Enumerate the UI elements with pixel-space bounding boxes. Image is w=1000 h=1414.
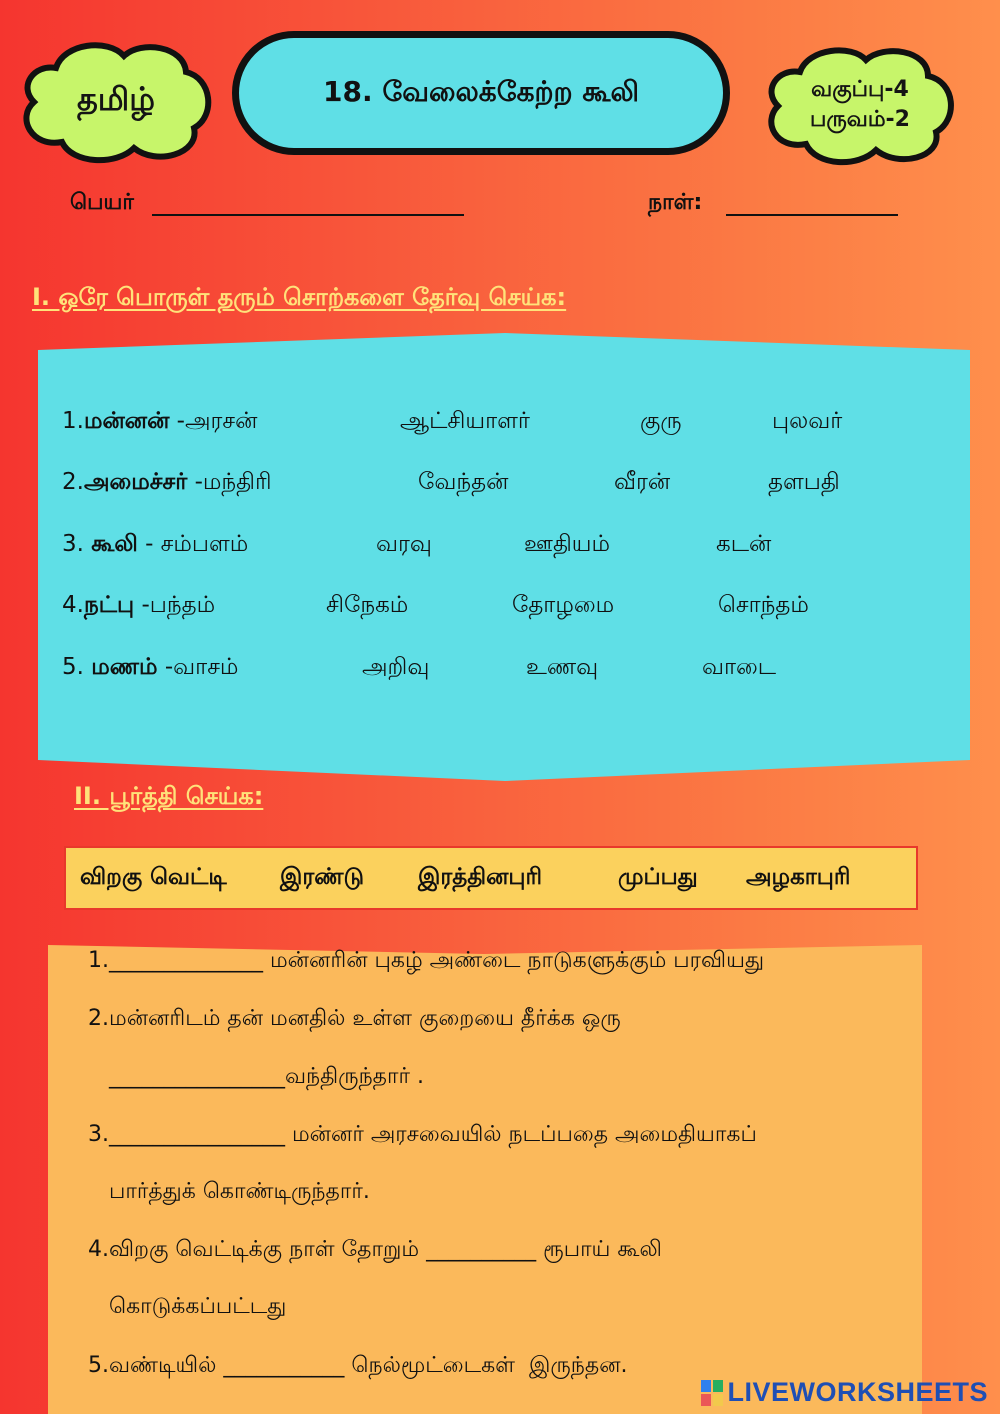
question-number: 3. [62,531,92,557]
option[interactable]: சிநேகம் [326,592,409,618]
section2-heading: II. பூர்த்தி செய்க: [74,782,264,810]
section1-heading: I. ஒரே பொருள் தரும் சொற்களை தேர்வு செய்க: [32,283,567,311]
option[interactable]: கடன் [716,531,772,557]
question-word: கூலி [91,531,138,557]
term-text: பருவம்-2 [810,107,910,132]
question-number: 5. [62,654,92,680]
liveworksheets-brand[interactable] [701,1377,988,1408]
name-label: பெயர் [70,190,134,215]
date-label: நாள்: [648,190,703,215]
liveworksheets-logo-icon [701,1380,723,1406]
word-bank-item[interactable]: அழகாபுரி [746,864,851,890]
fill-question-line: 2.மன்னரிடம் தன் மனதில் உள்ள குறையை தீர்க்க ஒரு [88,1006,621,1031]
brand-name: LIVEWORKSHEETS [727,1377,988,1407]
grade-text: வகுப்பு-4 [811,77,909,102]
option[interactable]: ஆட்சியாளர் [400,408,530,434]
option[interactable]: அறிவு [362,654,430,680]
fill-question-line[interactable]: 3.________________ மன்னர் அரசவையில் நடப்பதை அமைதியாகப் [88,1122,757,1147]
option[interactable]: சொந்தம் [718,592,809,618]
fill-question-line[interactable]: 1.______________ மன்னரின் புகழ் அண்டை நாடுகளுக்கும் பரவியது [88,948,765,973]
fill-question-line: கொடுக்கப்பட்டது [88,1294,287,1319]
question-number: 2. [62,469,84,495]
option[interactable]: வாடை [702,654,777,680]
option[interactable]: தோழமை [512,592,615,618]
question-number: 4. [62,592,84,618]
option[interactable]: உணவு [526,654,599,680]
word-bank-item[interactable]: முப்பது [618,864,698,890]
option[interactable]: ஊதியம் [524,531,611,557]
fill-question-line[interactable]: ________________வந்திருந்தார் . [88,1064,424,1089]
fill-question-line[interactable]: 5.வண்டியில் ___________ நெல்மூட்டைகள் இருந்தன. [88,1353,628,1378]
word-bank-item[interactable]: இரண்டு [280,864,365,890]
option[interactable]: குரு [640,408,682,434]
question-word: மன்னன் [83,408,170,434]
question-synonym: -வாசம் [157,654,239,680]
question-synonym: - சம்பளம் [137,531,249,557]
question-number: 1. [62,408,84,434]
question-word: மணம் [91,654,158,680]
option[interactable]: புலவர் [772,408,843,434]
worksheet-title: 18. வேலைக்கேற்ற கூலி [232,31,730,155]
option[interactable]: வீரன் [614,469,671,495]
word-bank-item[interactable]: இரத்தினபுரி [418,864,543,890]
subject-label: தமிழ் [76,80,156,118]
question-word: அமைச்சர் [83,469,188,495]
fill-question-line[interactable]: 4.விறகு வெட்டிக்கு நாள் தோறும் __________ ரூபாய் கூலி [88,1237,662,1262]
question-synonym: -பந்தம் [134,592,216,618]
option[interactable]: வரவு [376,531,432,557]
word-bank-item[interactable]: விறகு வெட்டி [80,864,227,890]
option[interactable]: வேந்தன் [418,469,509,495]
fill-question-line: பார்த்துக் கொண்டிருந்தார். [88,1179,370,1204]
option[interactable]: தளபதி [768,469,840,495]
question-word: நட்பு [83,592,135,618]
question-synonym: -மந்திரி [187,469,272,495]
question-synonym: -அரசன் [169,408,258,434]
